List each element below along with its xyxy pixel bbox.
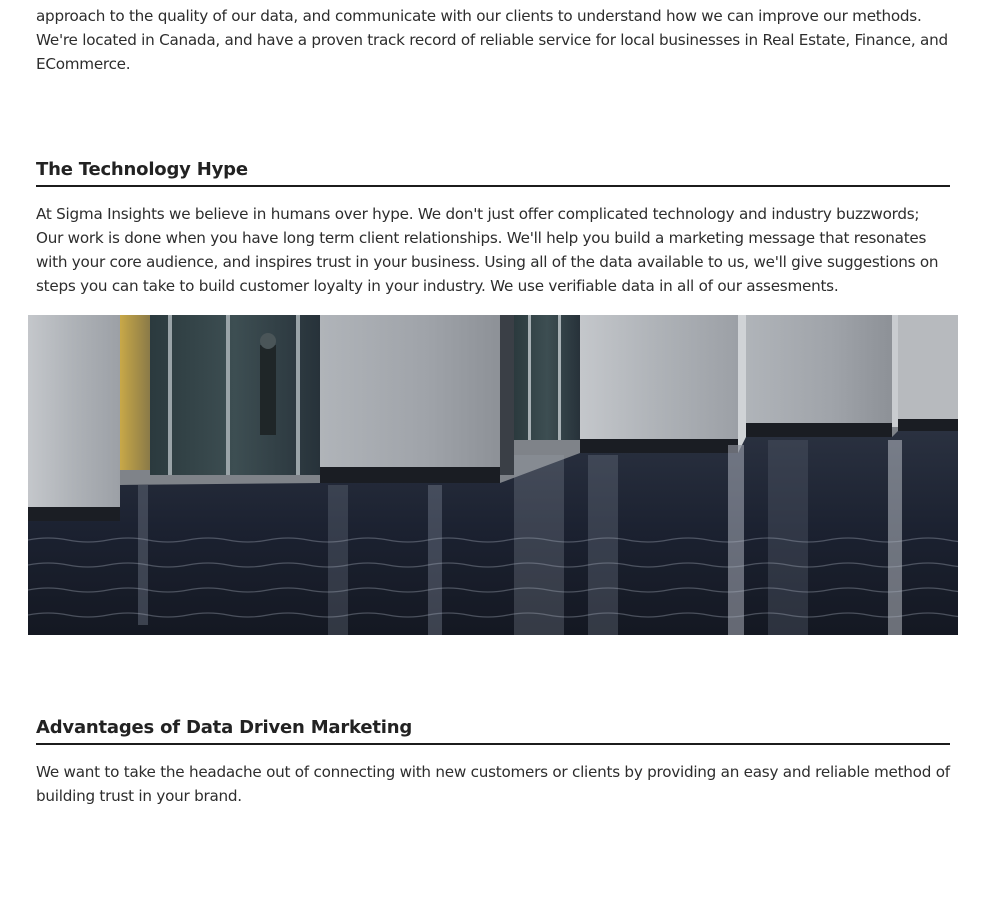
advantages-heading: Advantages of Data Driven Marketing	[36, 716, 950, 745]
technology-hype-heading: The Technology Hype	[36, 158, 950, 187]
advantages-section	[36, 716, 950, 745]
intro-paragraph: approach to the quality of our data, and communicate with our clients to understand how we can improve our methods. We're located in Canada, and have a proven track record of reliable service for local businesses in Real Estate, Finance, and ECommerce.	[36, 7, 948, 73]
concrete-building-water-photo	[28, 315, 958, 635]
advantages-body	[36, 760, 950, 808]
technology-hype-paragraph: At Sigma Insights we believe in humans over hype. We don't just offer complicated technology and industry buzzwords; Our work is done when you have long term client relationships. We'll help you build a marketing message that resonates with your core audience, and inspires trust in your business. Using all of the data available to us, we'll give suggestions on steps you can take to build customer loyalty in your industry. We use verifiable data in all of our assesments.	[36, 205, 939, 295]
technology-hype-section	[36, 158, 950, 187]
technology-hype-body	[36, 202, 950, 298]
intro-section	[36, 4, 950, 76]
advantages-paragraph: We want to take the headache out of connecting with new customers or clients by providing an easy and reliable method of building trust in your brand.	[36, 763, 950, 805]
